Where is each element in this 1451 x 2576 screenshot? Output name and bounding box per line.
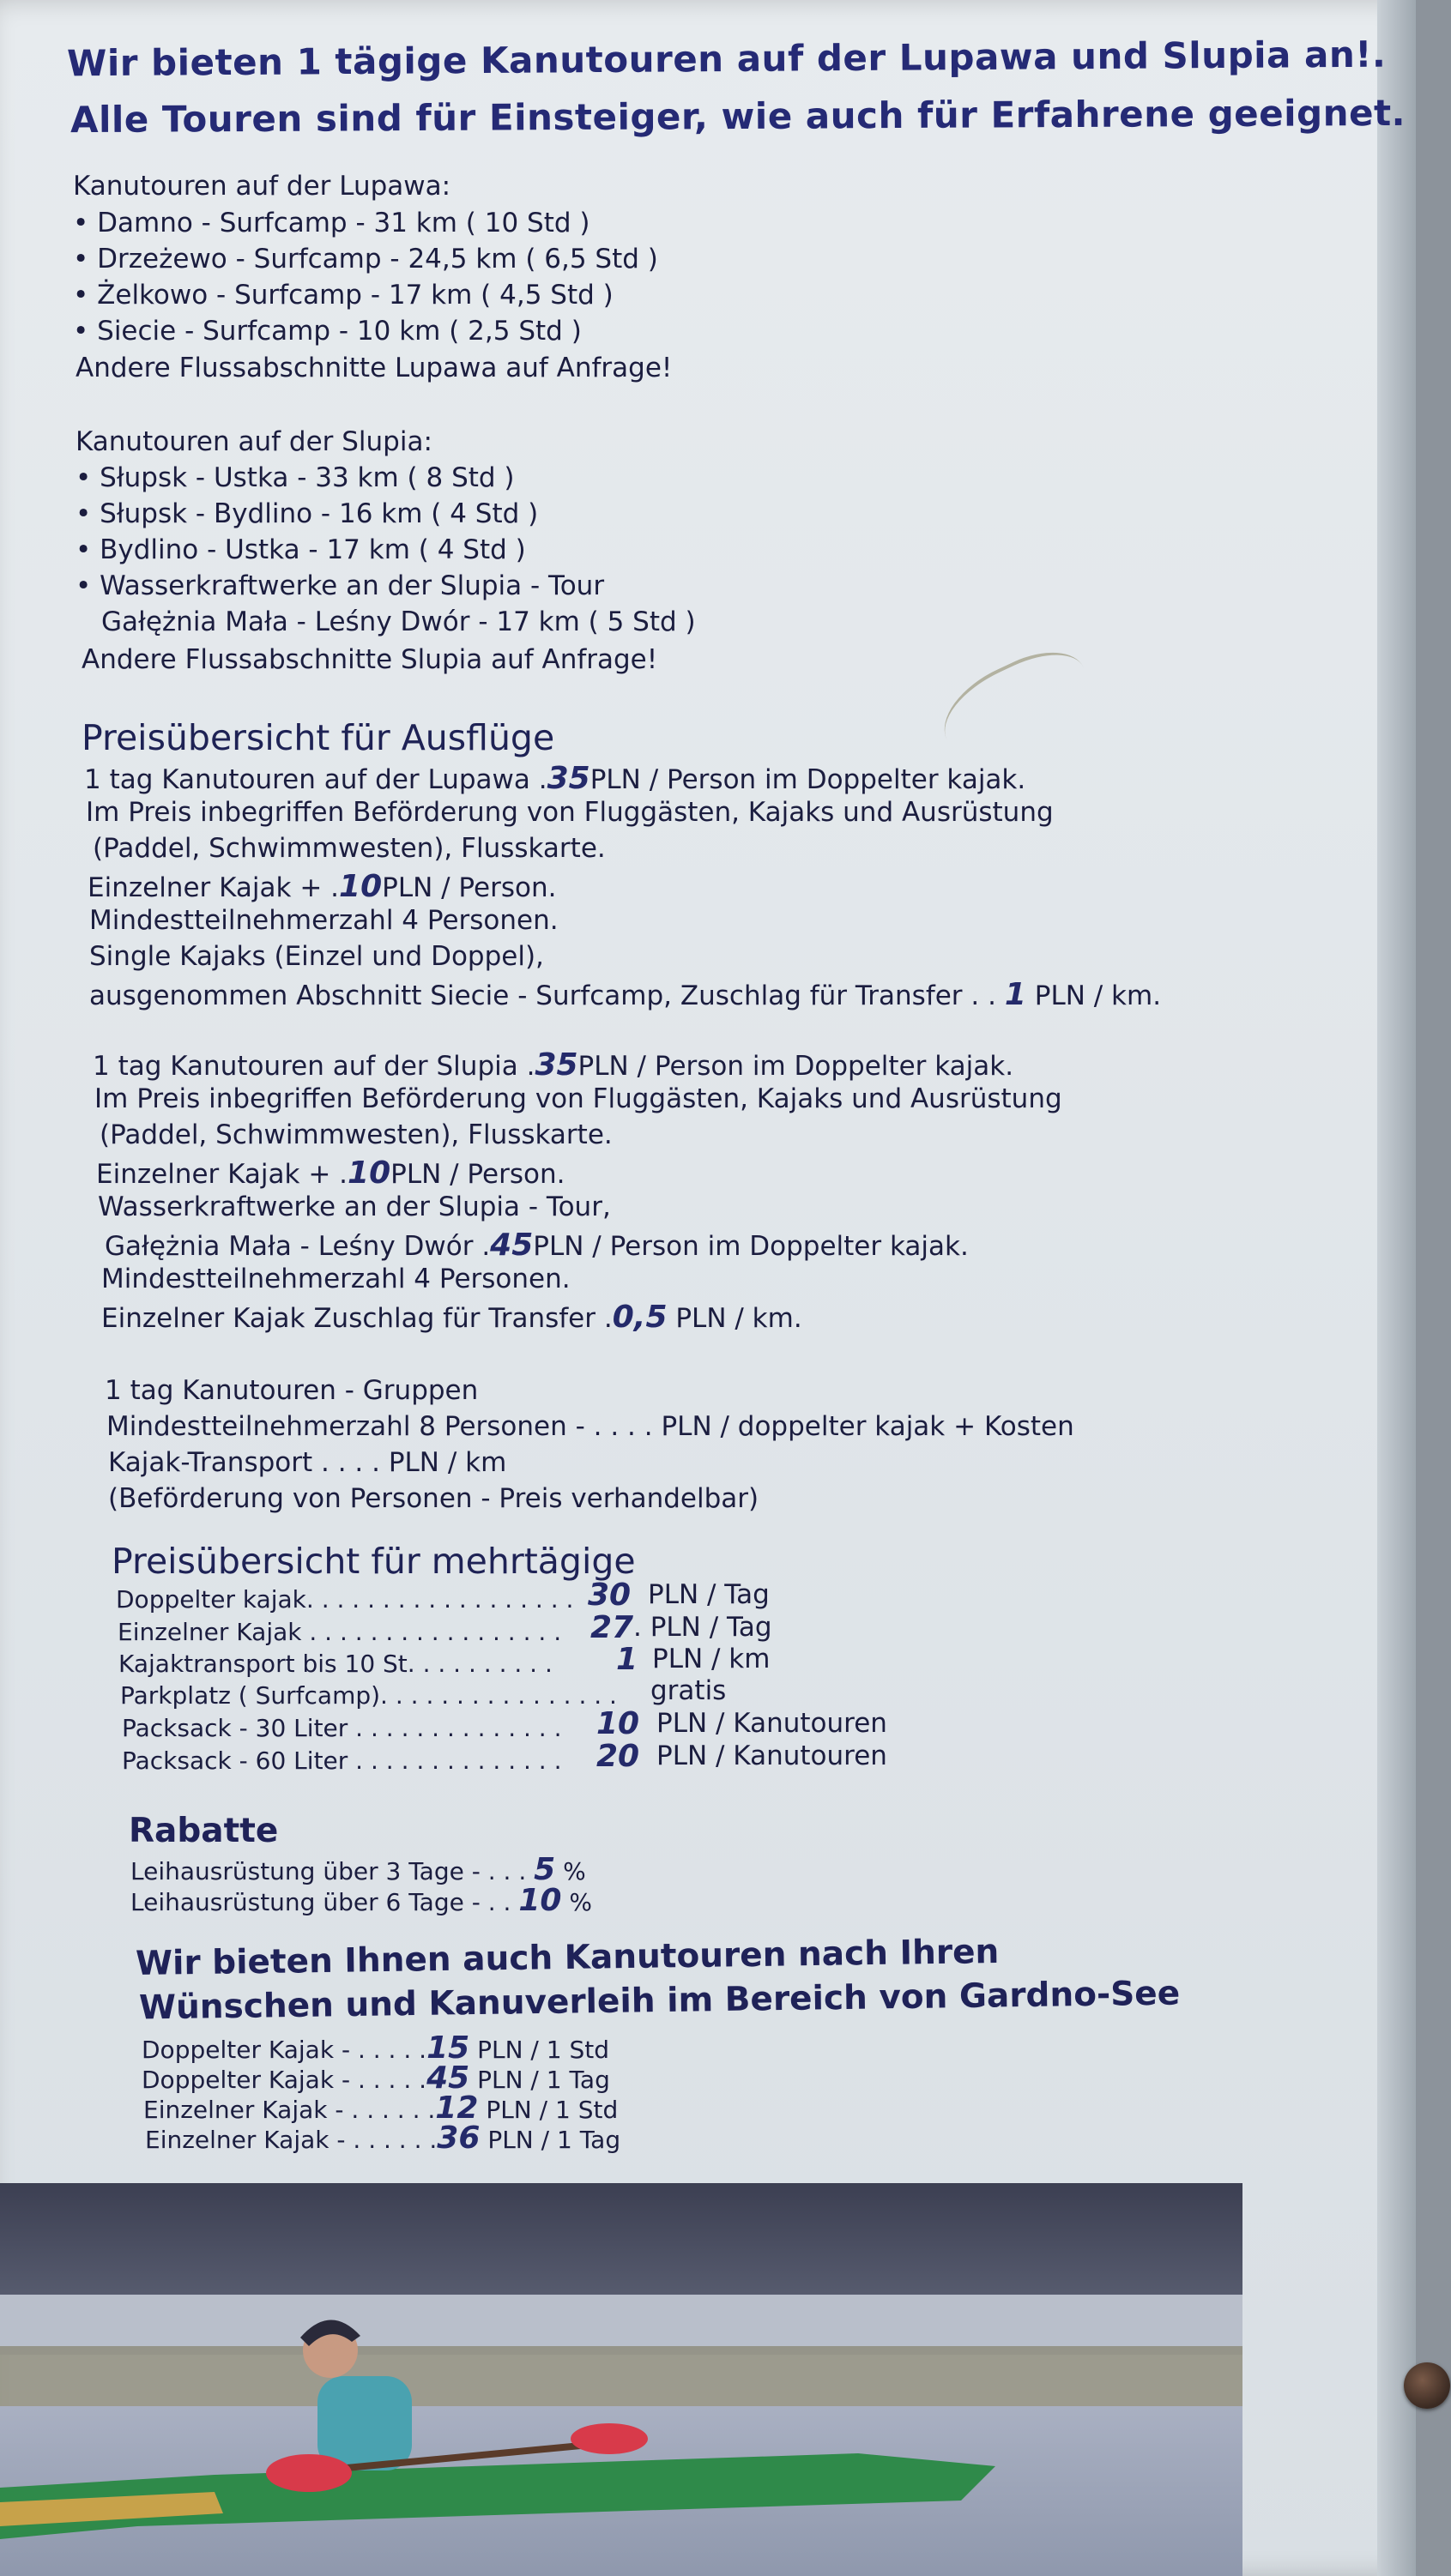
slupia-item: • Słupsk - Bydlino - 16 km ( 4 Std ): [76, 498, 539, 529]
price-text: Einzelner Kajak + .: [88, 872, 340, 903]
slupia-price-line: [93, 1048, 1013, 1083]
lupawa-item: • Damno - Surfcamp - 31 km ( 10 Std ): [73, 208, 590, 238]
lupawa-price-line: [84, 762, 1025, 796]
lupawa-single-kayaks: Single Kajaks (Einzel und Doppel),: [89, 941, 544, 972]
price-unit: PLN / Person.: [390, 1159, 565, 1190]
price-value: 0,5: [612, 1300, 668, 1335]
multiday-row-value: 20: [596, 1739, 640, 1774]
row-label: Doppelter kajak. . . . . . . . . . . . . . . . . .: [116, 1585, 574, 1614]
slupia-item: Gałężnia Mała - Leśny Dwór - 17 km ( 5 Std ): [101, 606, 696, 637]
row-label: Packsack - 60 Liter . . . . . . . . . . . . . .: [122, 1746, 562, 1775]
main-heading-line2: Alle Touren sind für Einsteiger, wie auch für Erfahrene geeignet.: [70, 91, 1406, 142]
price-value: 45: [490, 1228, 534, 1263]
groups-title: 1 tag Kanutouren - Gruppen: [105, 1375, 479, 1406]
multiday-row-unit: PLN / Tag: [648, 1579, 770, 1610]
lupawa-item: • Drzeżewo - Surfcamp - 24,5 km ( 6,5 Std ): [73, 244, 658, 274]
multiday-row: [122, 1716, 562, 1742]
multiday-row: [118, 1651, 553, 1678]
lupawa-price-equipment: (Paddel, Schwimmwesten), Flusskarte.: [93, 833, 606, 864]
discounts-title: Rabatte: [129, 1812, 279, 1850]
slupia-item: • Wasserkraftwerke an der Slupia - Tour: [76, 570, 605, 601]
reeds-shape: [0, 2346, 1242, 2415]
slupia-price-equipment: (Paddel, Schwimmwesten), Flusskarte.: [100, 1119, 613, 1150]
row-label: Kajaktransport bis 10 St. . . . . . . . . .: [118, 1650, 553, 1678]
discount-row: [130, 1853, 586, 1887]
discount-row: [130, 1884, 592, 1918]
price-unit: PLN / Person im Doppelter kajak.: [533, 1231, 969, 1262]
row-unit: %: [569, 1888, 592, 1916]
row-label: Parkplatz ( Surfcamp). . . . . . . . . . . . . . . .: [120, 1681, 617, 1710]
custom-title-line1: Wir bieten Ihnen auch Kanutouren nach Ihren: [135, 1932, 1000, 1984]
row-label: Doppelter Kajak - . . . . .: [142, 2036, 427, 2064]
slupia-price-included: Im Preis inbegriffen Beförderung von Fluggästen, Kajaks und Ausrüstung: [94, 1083, 1062, 1114]
lupawa-item: • Siecie - Surfcamp - 10 km ( 2,5 Std ): [73, 316, 582, 347]
row-value: 15: [426, 2030, 470, 2066]
kayak-photo-illustration: [0, 2183, 1242, 2576]
price-unit: PLN / Person im Doppelter kajak.: [589, 764, 1026, 795]
multiday-row-unit: PLN / Kanutouren: [656, 1740, 887, 1771]
paddle-blade-left-shape: [266, 2454, 352, 2492]
groups-transport: Kajak-Transport . . . . PLN / km: [108, 1447, 507, 1478]
paddle-blade-right-shape: [571, 2423, 648, 2454]
groups-passenger-note: (Beförderung von Personen - Preis verhandelbar): [108, 1483, 759, 1514]
multiday-row-value: 10: [596, 1706, 640, 1741]
multiday-row: [120, 1683, 617, 1710]
multiday-row-unit: . PLN / Tag: [633, 1612, 772, 1643]
price-unit: PLN / Person.: [382, 872, 557, 903]
slupia-single-kayak: [96, 1156, 565, 1191]
multiday-row-value: 30: [588, 1578, 632, 1613]
rental-row: [142, 2061, 610, 2096]
lupawa-transfer-surcharge: [89, 978, 1161, 1012]
price-text: Einzelner Kajak + .: [96, 1159, 348, 1190]
multiday-row: [116, 1587, 573, 1614]
slupia-transfer-surcharge: [101, 1300, 802, 1335]
row-label: Einzelner Kajak . . . . . . . . . . . . . . . . .: [118, 1618, 562, 1646]
price-text: Einzelner Kajak Zuschlag für Transfer .: [101, 1303, 613, 1334]
groups-min-participants: Mindestteilnehmerzahl 8 Personen - . . . . PLN / doppelter kajak + Kosten: [106, 1411, 1074, 1442]
forest-shape: [0, 2183, 1242, 2312]
slupia-note: Andere Flussabschnitte Slupia auf Anfrage!: [82, 644, 658, 675]
slupia-powerplants-tour: Wasserkraftwerke an der Slupia - Tour,: [98, 1191, 611, 1222]
row-label: Packsack - 30 Liter . . . . . . . . . . . . . .: [122, 1714, 562, 1742]
row-value: 36: [437, 2121, 481, 2156]
rental-row: [143, 2091, 618, 2126]
row-value: 5: [534, 1852, 556, 1887]
multiday-row-unit: PLN / Kanutouren: [656, 1708, 887, 1739]
slupia-item: • Słupsk - Ustka - 33 km ( 8 Std ): [76, 462, 515, 493]
water-stain: [929, 636, 1105, 779]
row-label: Leihausrüstung über 3 Tage - . . .: [130, 1857, 527, 1885]
price-unit: PLN / km.: [675, 1303, 802, 1334]
price-text: 1 tag Kanutouren auf der Slupia .: [93, 1051, 535, 1082]
multiday-row-value: 27: [590, 1610, 634, 1645]
price-value: 35: [535, 1047, 578, 1083]
multiday-row-unit: PLN / km: [652, 1644, 771, 1674]
row-unit: PLN / 1 Tag: [487, 2126, 621, 2154]
board-edge: [1377, 0, 1416, 2576]
rental-row: [145, 2121, 620, 2156]
price-value: 10: [339, 869, 383, 904]
row-unit: PLN / 1 Std: [477, 2036, 609, 2064]
lupawa-item: • Żelkowo - Surfcamp - 17 km ( 4,5 Std ): [73, 280, 614, 311]
lupawa-single-kayak: [88, 870, 556, 904]
multiday-row: [118, 1620, 561, 1646]
price-unit: PLN / Person im Doppelter kajak.: [577, 1051, 1014, 1082]
slupia-title: Kanutouren auf der Slupia:: [76, 426, 432, 457]
custom-title-line2: Wünschen und Kanuverleih im Bereich von Gardno-See: [138, 1974, 1181, 2028]
row-label: Einzelner Kajak - . . . . . .: [143, 2096, 436, 2124]
price-unit: PLN / km.: [1034, 980, 1162, 1011]
row-unit: %: [563, 1857, 586, 1885]
far-water-shape: [0, 2295, 1242, 2355]
kayak-photo: [0, 2183, 1242, 2576]
price-text: ausgenommen Abschnitt Siecie - Surfcamp, Zuschlag für Transfer . .: [89, 980, 996, 1011]
slupia-powerplants-price: [105, 1228, 969, 1263]
row-value: 45: [426, 2060, 470, 2096]
lupawa-price-included: Im Preis inbegriffen Beförderung von Fluggästen, Kajaks und Ausrüstung: [86, 797, 1054, 828]
row-value: 12: [435, 2090, 479, 2126]
row-label: Doppelter Kajak - . . . . .: [142, 2066, 427, 2094]
trips-price-title: Preisübersicht für Ausflüge: [82, 717, 555, 758]
slupia-min-participants: Mindestteilnehmerzahl 4 Personen.: [101, 1264, 571, 1294]
rental-row: [142, 2031, 609, 2066]
multiday-row: [122, 1748, 562, 1775]
row-label: Leihausrüstung über 6 Tage - . .: [130, 1888, 511, 1916]
paddler-body-shape: [317, 2376, 412, 2470]
row-unit: PLN / 1 Std: [486, 2096, 619, 2124]
row-value: 10: [518, 1883, 562, 1918]
main-heading-line1: Wir bieten 1 tägige Kanutouren auf der Lupawa und Slupia an!.: [66, 33, 1387, 85]
price-text: Gałężnia Mała - Leśny Dwór .: [105, 1231, 491, 1262]
multiday-row-unit: gratis: [650, 1675, 727, 1706]
lupawa-note: Andere Flussabschnitte Lupawa auf Anfrage!: [76, 353, 673, 383]
price-value: 35: [547, 761, 590, 796]
price-text: 1 tag Kanutouren auf der Lupawa .: [84, 764, 547, 795]
slupia-item: • Bydlino - Ustka - 17 km ( 4 Std ): [76, 534, 526, 565]
lupawa-title: Kanutouren auf der Lupawa:: [73, 171, 451, 202]
row-unit: PLN / 1 Tag: [477, 2066, 610, 2094]
board-rivet: [1404, 2362, 1450, 2409]
multiday-title: Preisübersicht für mehrtägige: [112, 1541, 636, 1582]
row-label: Einzelner Kajak - . . . . . .: [145, 2126, 438, 2154]
price-value: 1: [1004, 977, 1026, 1012]
price-value: 10: [348, 1155, 391, 1191]
lupawa-min-participants: Mindestteilnehmerzahl 4 Personen.: [89, 905, 559, 936]
multiday-row-value: 1: [616, 1642, 638, 1677]
